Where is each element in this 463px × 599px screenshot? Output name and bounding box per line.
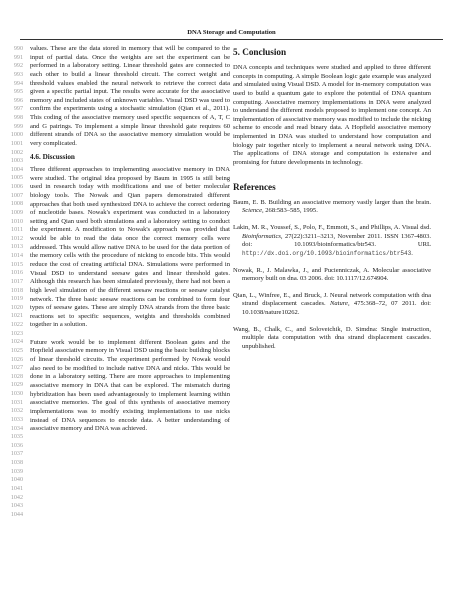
line-number: 1023 bbox=[10, 330, 23, 337]
reference-url[interactable]: http://dx.doi.org/10.1093/bioinformatics/btr543 bbox=[242, 249, 412, 257]
line-number: 1033 bbox=[10, 416, 23, 423]
reference-item bbox=[233, 224, 431, 259]
reference-item bbox=[233, 267, 431, 284]
line-number: 996 bbox=[13, 97, 23, 104]
line-number: 1032 bbox=[10, 408, 23, 415]
line-number: 994 bbox=[13, 80, 23, 87]
references-section-title: References bbox=[233, 181, 276, 192]
line-number: 998 bbox=[13, 115, 23, 121]
line-number: 1009 bbox=[10, 209, 23, 216]
line-number: 1008 bbox=[10, 201, 23, 208]
reference-pre: Nowak, R., J. Malawka, J., and Pucienniczak, A. Molecular associative memory built on dna. 03 2006. doi: 10.1117/12.674904. bbox=[233, 266, 431, 283]
line-number: 1003 bbox=[10, 158, 23, 165]
reference-post: , 268:583–585, 1995. bbox=[262, 207, 318, 215]
reference-item bbox=[233, 326, 431, 352]
reference-tail: . bbox=[411, 249, 413, 257]
conclusion-section-title: 5. Conclusion bbox=[233, 47, 287, 57]
line-number: 997 bbox=[13, 106, 23, 113]
future-work-paragraph: Future work would be to implement different Boolean gates and the Hopfield associative memory in Visual DSD using the basic building blocks of linear threshold circuits. The experiment performed by Nowak would also need to be modified to include native DNA and nicks. This would be done in a laboratory setting. There are more approaches to implementing associative memory in DNA that can be explored. The mismatch during hybridization has been used advantageously to implement learning within associative memories. The goal of this synthesis of associative memory implementations was to modify existing implementations to use nicks instead of DNA sequences to encode data. A better understanding of associative memory and DNA was achieved. bbox=[30, 338, 230, 433]
paragraph-gap bbox=[30, 330, 230, 339]
line-number: 1000 bbox=[10, 132, 23, 139]
line-number: 1013 bbox=[10, 244, 23, 251]
conclusion-paragraph: DNA concepts and techniques were studied and applied to three different concepts in computing. A simple Boolean logic gate example was analyzed and simulated using Visual DSD. A model for in-memory computation was used to build a quantum gate to explore the potential of DNA quantum computing. Associative memory implementations in DNA were analyzed to understand the different models proposed to implement one concept. An implementation of associative memory was modified to include the nicking scheme to encode and read binary data. A Hopfield associative memory implemented in DNA was studied to understand how computation and biology pair together nicely to implement a neural network using DNA. The applications of DNA storage and computation is extensive and promising for future developments in technology. bbox=[233, 64, 431, 167]
line-number: 1015 bbox=[10, 261, 23, 268]
line-number-gutter bbox=[3, 45, 23, 519]
line-number: 1019 bbox=[10, 296, 23, 303]
reference-post: , 27(22):3211–3213, November 2011. ISSN 1367-4803. doi: 10.1093/bioinformatics/btr543. URL bbox=[242, 232, 431, 249]
discussion-paragraph: Three different approaches to implementing associative memory in DNA were studied. The original idea proposed by Baum in 1995 is still being used in research today with modifications and use of better molecular biology tools. The Nowak and Qian papers demonstrated different approaches that both used synthesized DNA to achieve the correct ordering of nucleotide bases. Nowak's experiment was conducted in a laboratory setting and Qian used both simulations and a laboratory setting to conduct the experiment. A modification to Nowak's approach was provided that would be able to read the data once the correct memory cells were addressed. This would allow native DNA to be used for the data portion of the memory cells with the procedure of nicking to encode bits. This would reduce the cost of creating artificial DNA. Simulations were performed in Visual DSD to understand seesaw gates and linear threshold gates. Although this research has been simulated previously, there had not been a high level simulation of the different seesaw reactions or seesaw catalyst network. The three basic seesaw reactions can be combined to form four types of seesaw gates. These are simply DNA strands from the three basic reactions set to specific sequences, weights and thresholds combined together in a solution. bbox=[30, 165, 230, 329]
line-number: 999 bbox=[13, 123, 23, 130]
line-number: 1025 bbox=[10, 347, 23, 354]
line-number: 1020 bbox=[10, 304, 23, 311]
line-number: 1043 bbox=[10, 503, 23, 510]
line-number: 992 bbox=[13, 63, 23, 70]
line-number: 1007 bbox=[10, 192, 23, 199]
line-number: 1018 bbox=[10, 287, 23, 294]
discussion-subsection-title: 4.6. Discussion bbox=[30, 153, 75, 161]
line-number: 1029 bbox=[10, 382, 23, 389]
line-number: 1004 bbox=[10, 166, 23, 173]
line-number: 990 bbox=[13, 46, 23, 52]
line-number: 1006 bbox=[10, 184, 23, 190]
line-number: 1011 bbox=[11, 227, 23, 234]
line-number: 1031 bbox=[10, 399, 23, 406]
line-number: 1016 bbox=[10, 270, 23, 277]
line-number: 1034 bbox=[10, 425, 23, 432]
reference-pre: Lakin, M. R., Youssef, S., Polo, F., Emmott, S., and Phillips, A. Visual dsd. bbox=[233, 223, 431, 231]
line-number: 1002 bbox=[10, 149, 23, 156]
line-number: 1035 bbox=[10, 434, 23, 441]
line-number: 1021 bbox=[10, 313, 23, 320]
line-number: 1037 bbox=[10, 451, 23, 458]
line-number: 1040 bbox=[10, 477, 23, 484]
left-column bbox=[30, 45, 230, 434]
reference-venue: Nature bbox=[330, 300, 348, 308]
reference-pre: Qian, L., Winfree, E., and Bruck, J. Neural network computation with dna strand displacement cascades. bbox=[233, 291, 431, 308]
line-number: 1028 bbox=[10, 373, 23, 380]
reference-pre: Baum, E. B. Building an associative memory vastly larger than the brain. bbox=[233, 198, 431, 206]
reference-venue: Bioinformatics bbox=[242, 232, 281, 240]
header-rule bbox=[20, 39, 443, 40]
line-number: 1022 bbox=[10, 322, 23, 328]
reference-venue: Science bbox=[242, 207, 262, 215]
line-number: 1024 bbox=[10, 339, 23, 346]
line-number: 1039 bbox=[10, 468, 23, 475]
line-number: 991 bbox=[13, 54, 23, 61]
reference-post: , 475:368–72, 07 2011. doi: 10.1038/nature10262. bbox=[242, 300, 431, 317]
running-header: DNA Storage and Computation bbox=[187, 29, 276, 36]
line-number: 1005 bbox=[10, 175, 23, 182]
reference-item bbox=[233, 199, 431, 216]
line-number: 1036 bbox=[10, 442, 23, 449]
line-number: 1044 bbox=[10, 511, 23, 518]
line-number: 1030 bbox=[10, 391, 23, 397]
line-number: 995 bbox=[13, 89, 23, 96]
line-number: 1038 bbox=[10, 460, 23, 466]
line-number: 1026 bbox=[10, 356, 23, 363]
line-number: 1017 bbox=[10, 278, 23, 285]
line-number: 1014 bbox=[10, 253, 23, 259]
line-number: 1042 bbox=[10, 494, 23, 501]
results-paragraph: values. These are the data stored in memory that will be compared to the input of partial data. Once the weights are set the experiment can be performed in a laboratory setting. Linear threshold gates are connected to each other to build a linear threshold circuit. The correct weight and threshold values enabled the neural network to retrieve the correct data given a specific partial input. The results were accurate for the associative memory and included states of unknown variables. Visual DSD was used to confirm the experiments using a stochastic simulation (Qian et al., 2011). This coding of the associative memory used specific sequences of A, T, C and G pairings. To implement a simple linear threshold gate requires 60 different strands of DNA so the associative memory simulation would be very complicated. bbox=[30, 45, 230, 148]
line-number: 1041 bbox=[10, 485, 23, 492]
right-column bbox=[233, 45, 431, 360]
line-number: 1010 bbox=[10, 218, 23, 225]
line-number: 1001 bbox=[10, 140, 23, 147]
line-number: 993 bbox=[13, 71, 23, 78]
line-number: 1027 bbox=[10, 365, 23, 372]
reference-pre: Wang, B., Chalk, C., and Soloveichik, D. Simdna: Single instruction, multiple data computation with dna strand displacement cascades. unpublished. bbox=[233, 325, 431, 351]
line-number: 1012 bbox=[10, 235, 23, 242]
reference-item bbox=[233, 292, 431, 318]
reference-list bbox=[233, 199, 431, 352]
